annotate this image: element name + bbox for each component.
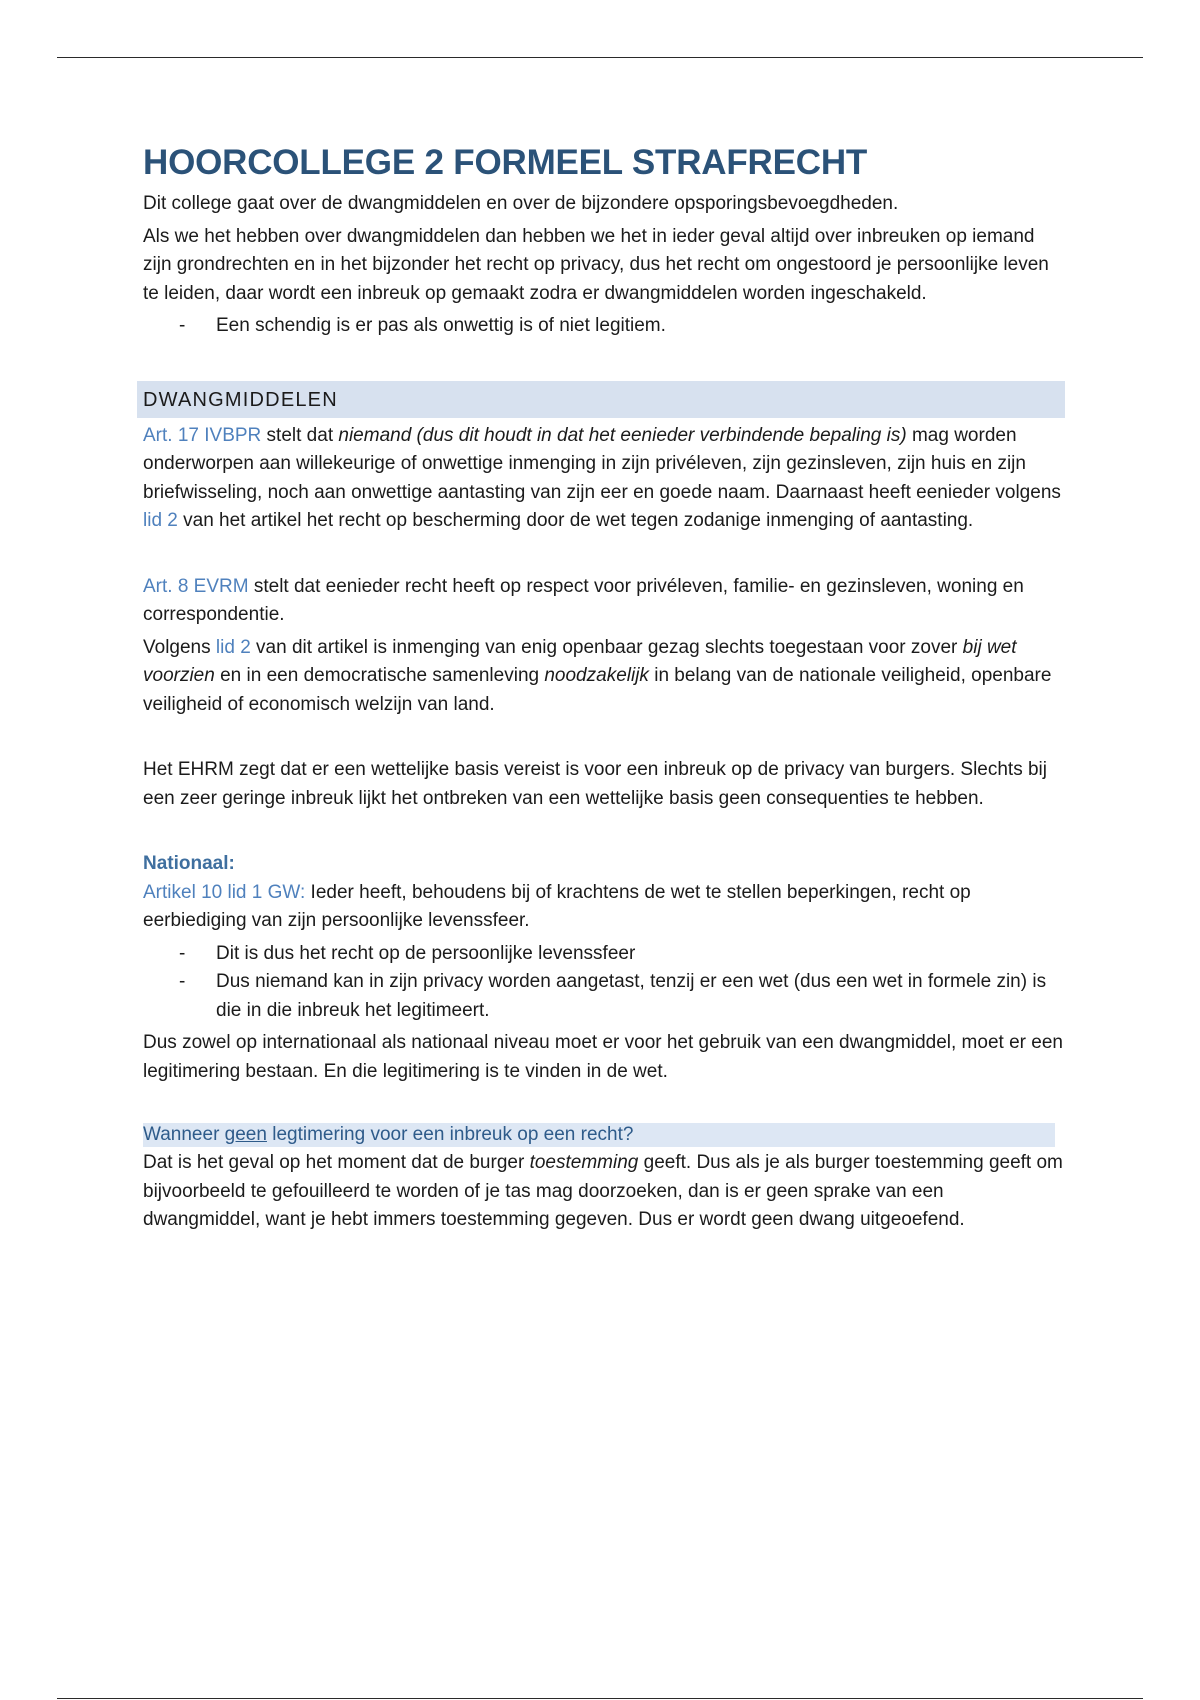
intro-paragraph-1: Dit college gaat over de dwangmiddelen en over de bijzondere opsporingsbevoegdheden.: [143, 193, 899, 214]
document-body: [143, 140, 1063, 1239]
underlined-run: geen: [224, 1124, 267, 1145]
article-reference-gw: Artikel 10 lid 1 GW:: [143, 881, 306, 903]
article-reference-lid: lid 2: [143, 510, 178, 531]
text-run: in belang van de nationale veiligheid, openbare veiligheid of economisch welzijn van land.: [143, 665, 1052, 715]
list-item: [143, 312, 1063, 341]
italic-run: toestemming: [529, 1152, 639, 1173]
text-run: geeft. Dus als je als burger toestemming geeft om bijvoorbeeld te gefouilleerd te worden of je tas mag doorzoeken, dan is er geen sprake van een dwangmiddel, want je hebt immers toestemming gegeven. Dus er wordt geen dwang uitgeoefend.: [143, 1152, 1063, 1230]
page-title: HOORCOLLEGE 2 FORMEEL STRAFRECHT: [143, 143, 868, 182]
italic-run: niemand (dus dit houdt in dat het eenieder verbindende bepaling is): [338, 424, 907, 446]
article-reference-ivbpr: Art. 17 IVBPR: [143, 424, 262, 446]
intro-bullet-list: [143, 312, 1063, 341]
spacer: [143, 723, 1063, 756]
text-run: Dat is het geval op het moment dat de burger: [143, 1152, 530, 1173]
text-run: en in een democratische samenleving: [214, 665, 545, 686]
italic-run: noodzakelijk: [544, 665, 649, 686]
text-run: Ieder heeft, behoudens bij of krachtens de wet te stellen beperkingen, recht op eerbiediging van zijn persoonlijke levenssfeer.: [143, 881, 971, 931]
list-item-text: Dit is dus het recht op de persoonlijke levenssfeer: [216, 942, 636, 964]
text-run: stelt dat: [261, 424, 339, 446]
spacer: [143, 817, 1063, 850]
text-run: Volgens: [143, 636, 216, 658]
text-run: legtimering voor een inbreuk op een recht?: [266, 1124, 634, 1145]
spacer: [143, 540, 1063, 573]
section-heading-dwangmiddelen: DWANGMIDDELEN: [137, 381, 1065, 418]
list-item-text: Een schendig is er pas als onwettig is of niet legitiem.: [216, 315, 666, 336]
nationaal-heading: Nationaal:: [143, 853, 235, 874]
ehrm-paragraph: Het EHRM zegt dat er een wettelijke basis vereist is voor een inbreuk op de privacy van burgers. Slechts bij een zeer geringe inbreuk lijkt het ontbreken van een wettelijke basis geen consequenties te hebben.: [143, 759, 1047, 809]
text-run: van het artikel het recht op bescherming door de wet tegen zodanige inmenging of aantasting.: [177, 510, 974, 531]
intro-paragraph-2: Als we het hebben over dwangmiddelen dan hebben we het in ieder geval altijd over inbreuken op iemand zijn grondrechten en in het bijzonder het recht op privacy, dus het recht om ongestoord je persoonlijke leven te leiden, daar wordt een inbreuk op gemaakt zodra er dwangmiddelen worden ingeschakeld.: [143, 225, 1049, 304]
bullet-dash: -: [179, 315, 186, 336]
text-run: stelt dat eenieder recht heeft op respect voor privéleven, familie- en gezinsleven, woning en correspondentie.: [143, 575, 1024, 625]
text-run: mag worden onderworpen aan willekeurige of onwettige inmenging in zijn privéleven, zijn gezinsleven, zijn huis en zijn briefwisseling, noch aan onwettige aantasting van zijn eer en goede naam. Daarnaast heeft eenieder volgens: [143, 424, 1061, 503]
closing-paragraph: Dus zowel op internationaal als nationaal niveau moet er voor het gebruik van een dwangmiddel, moet er een legitimering bestaan. En die legitimering is te vinden in de wet.: [143, 1032, 1063, 1082]
header-rule: [57, 57, 1143, 58]
list-item: [143, 968, 1063, 1025]
article-reference-lid: lid 2: [215, 636, 251, 658]
answer-paragraph: [143, 1149, 1063, 1235]
nationaal-bullet-list: [143, 940, 1063, 1026]
evrm-lid2-paragraph: [143, 634, 1063, 720]
article-reference-evrm: Art. 8 EVRM: [143, 575, 249, 597]
italic-run: bij wet voorzien: [143, 636, 1017, 686]
list-item: [143, 940, 1063, 969]
question-heading: [143, 1123, 1055, 1147]
bullet-dash: -: [179, 971, 186, 992]
bullet-dash: -: [179, 942, 186, 964]
gw-paragraph: [143, 879, 1063, 936]
text-run: Wanneer: [143, 1124, 225, 1145]
text-run: van dit artikel is inmenging van enig openbaar gezag slechts toegestaan voor zover: [250, 636, 963, 658]
evrm-paragraph: [143, 573, 1063, 630]
ivbpr-paragraph: [143, 422, 1063, 536]
spacer: [143, 1090, 1063, 1123]
footer-rule: [57, 1698, 1143, 1699]
list-item-text: Dus niemand kan in zijn privacy worden aangetast, tenzij er een wet (dus een wet in formele zin) is die in die inbreuk het legitimeert.: [216, 971, 1047, 1021]
